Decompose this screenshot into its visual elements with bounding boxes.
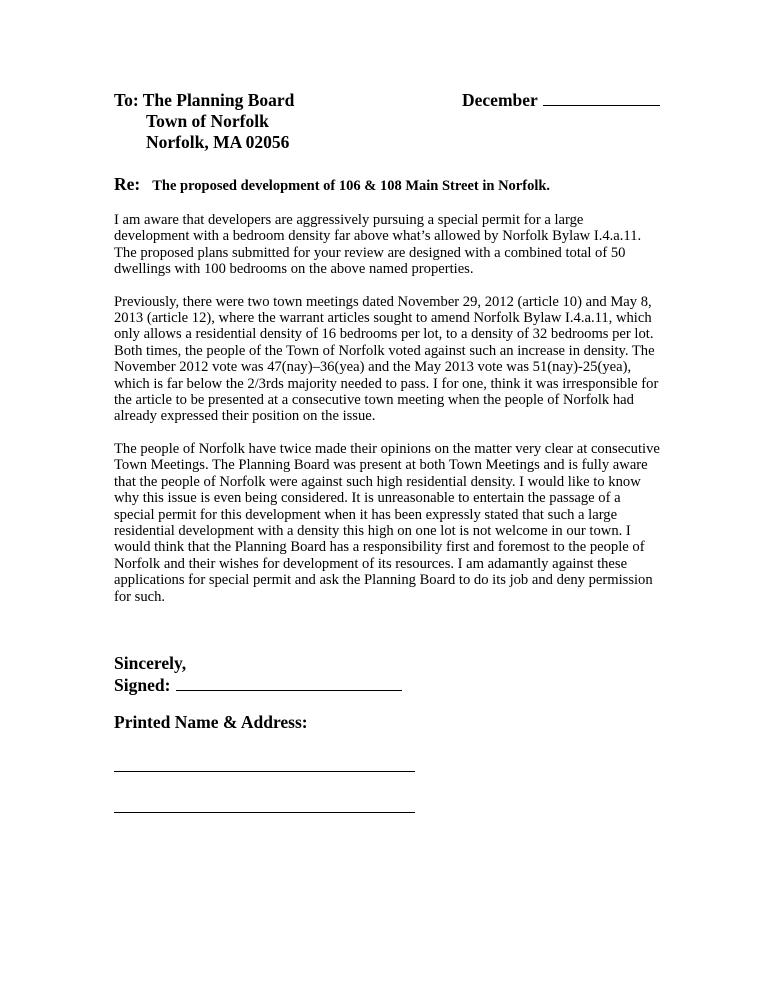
letter-body [114, 212, 662, 621]
recipient-address [114, 90, 294, 153]
recipient-line-1: To: The Planning Board [114, 90, 295, 110]
subject-line [114, 174, 550, 195]
date-label: December [462, 90, 538, 110]
closing-salutation: Sincerely, [114, 653, 187, 673]
body-paragraph-2: Previously, there were two town meetings dated November 29, 2012 (article 10) and May 8, 2013 (article 12), where the warrant articles sought to amend Norfolk Bylaw I.4.a.11, which only allows a residential density of 16 bedrooms per lot, to a density of 32 bedrooms per lot. Both times, the people of the Town of Norfolk voted against such an increase in density. The November 2012 vote was 47(nay)–36(yea) and the May 2013 vote was 51(nay)-25(yea), which is far below the 2/3rds majority needed to pass. I for one, think it was irresponsible for the article to be presented at a consecutive town meeting when the people of Norfolk had already expressed their position on the issue. [114, 293, 659, 425]
closing-block [114, 652, 402, 696]
recipient-line-2: Town of Norfolk [146, 111, 269, 131]
subject-label: Re: [114, 174, 141, 194]
address-blank-line-1[interactable] [114, 771, 415, 772]
signed-label: Signed: [114, 675, 171, 695]
subject-text: The proposed development of 106 & 108 Main Street in Norfolk. [152, 178, 551, 194]
printed-name-label: Printed Name & Address: [114, 712, 308, 732]
signature-row [114, 674, 402, 696]
date-field [462, 90, 660, 111]
signature-blank-line[interactable] [176, 674, 402, 691]
address-blank-line-2[interactable] [114, 812, 415, 813]
recipient-line-3: Norfolk, MA 02056 [146, 132, 290, 152]
body-paragraph-3: The people of Norfolk have twice made their opinions on the matter very clear at consecutive Town Meetings. The Planning Board was present at both Town Meetings and is fully aware that the people of Norfolk were against such high residential density. I would like to know why this issue is even being considered. It is unreasonable to entertain the passage of a special permit for this development when it has been expressly stated that such a large residential development with a density this high on one lot is not welcome in our town. I would think that the Planning Board has a responsibility first and foremost to the people of Norfolk and their wishes for development of its resources. I am adamantly against these applications for special permit and ask the Planning Board to do its job and deny permission for such. [114, 440, 660, 605]
body-paragraph-1: I am aware that developers are aggressively pursuing a special permit for a large development with a bedroom density far above what’s allowed by Norfolk Bylaw I.4.a.11. The proposed plans submitted for your review are designed with a combined total of 50 dwellings with 100 bedrooms on the above named properties. [114, 212, 642, 278]
date-blank-line[interactable] [543, 90, 660, 106]
